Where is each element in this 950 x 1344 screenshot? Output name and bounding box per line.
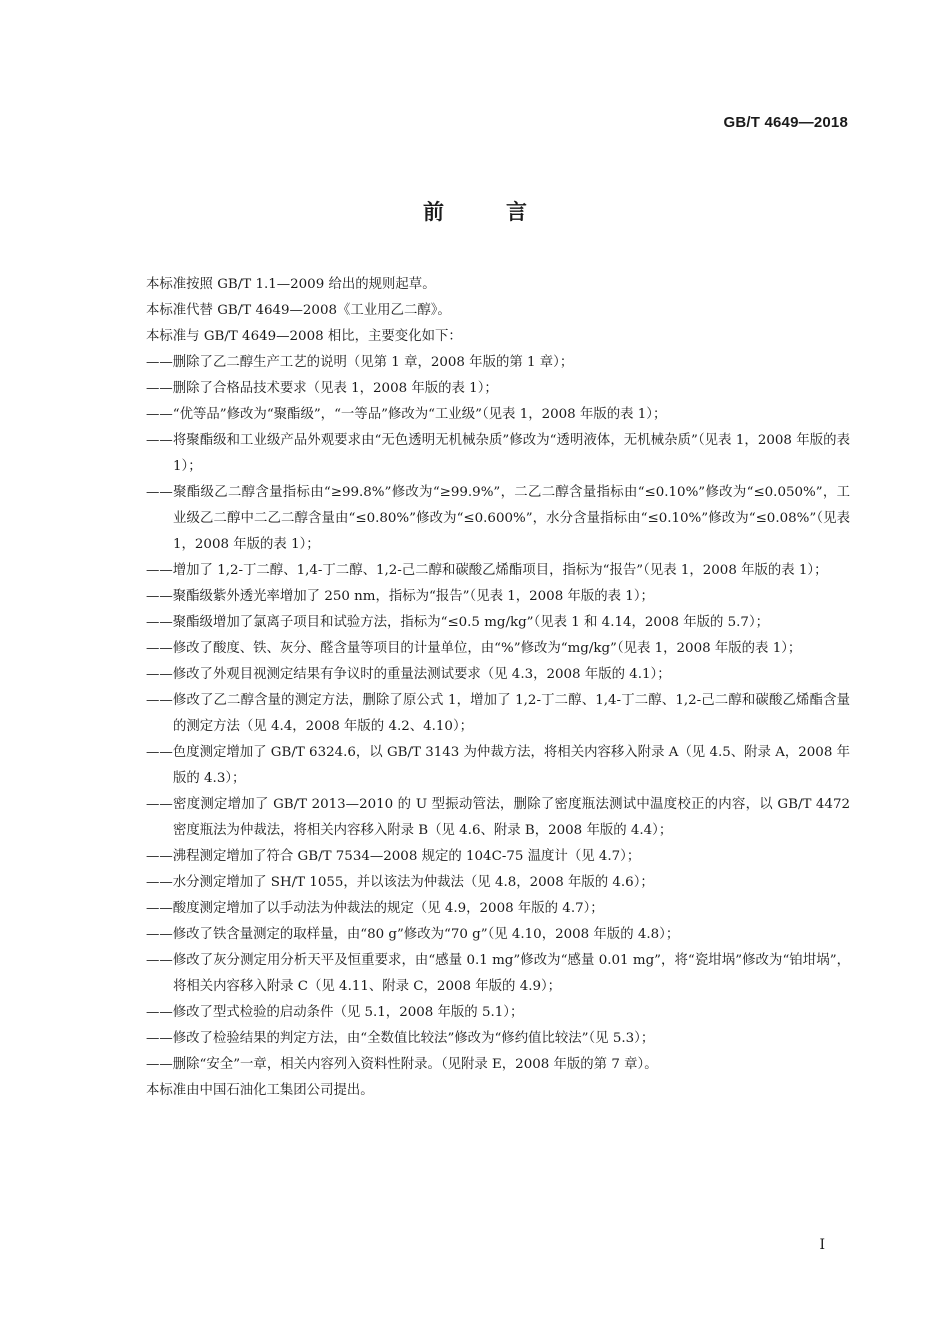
change-item: ——修改了灰分测定用分析天平及恒重要求，由“感量 0.1 mg”修改为“感量 0.01 mg”，将“瓷坩埚”修改为“铂坩埚”，将相关内容移入附录 C（见 4.11、附录 C，2008 年版的 4.9）；: [146, 953, 850, 994]
change-item: ——酸度测定增加了以手动法为仲裁法的规定（见 4.9，2008 年版的 4.7）；: [146, 901, 604, 916]
standard-code: GB/T 4649—2018: [723, 114, 848, 131]
change-item: ——修改了酸度、铁、灰分、醛含量等项目的计量单位，由“%”修改为“mg/kg”（见表 1，2008 年版的表 1）；: [146, 641, 802, 656]
change-item: ——修改了铁含量测定的取样量，由“80 g”修改为“70 g”（见 4.10，2008 年版的 4.8）；: [146, 927, 680, 942]
change-item: ——聚酯级乙二醇含量指标由“≥99.8%”修改为“≥99.9%”，二乙二醇含量指标由“≤0.10%”修改为“≤0.050%”，工业级乙二醇中二乙二醇含量由“≤0.80%”修改为“≤0.600%”，水分含量指标由“≤0.10%”修改为“≤0.08%”（见表 1，2008 年版的表 1）；: [146, 485, 850, 552]
change-item: ——水分测定增加了 SH/T 1055，并以该法为仲裁法（见 4.8，2008 年版的 4.6）；: [146, 875, 654, 890]
change-item: ——修改了型式检验的启动条件（见 5.1，2008 年版的 5.1）；: [146, 1005, 524, 1020]
change-item: ——密度测定增加了 GB/T 2013—2010 的 U 型振动管法，删除了密度瓶法测试中温度校正的内容，以 GB/T 4472 密度瓶法为仲裁法，将相关内容移入附录 B（见 4.6、附录 B，2008 年版的 4.4）；: [146, 797, 850, 838]
change-item: ——删除“安全”一章，相关内容列入资料性附录。（见附录 E，2008 年版的第 7 章）。: [146, 1057, 658, 1072]
change-item: ——删除了合格品技术要求（见表 1，2008 年版的表 1）；: [146, 381, 498, 396]
change-item: ——修改了检验结果的判定方法，由“全数值比较法”修改为“修约值比较法”（见 5.3）；: [146, 1031, 655, 1046]
change-item: ——“优等品”修改为“聚酯级”，“一等品”修改为“工业级”（见表 1，2008 年版的表 1）；: [146, 407, 667, 422]
intro-line: 本标准与 GB/T 4649—2008 相比，主要变化如下：: [146, 329, 462, 344]
intro-line: 本标准代替 GB/T 4649—2008《工业用乙二醇》。: [146, 303, 451, 318]
page-title: 前言: [423, 200, 589, 224]
intro-line: 本标准按照 GB/T 1.1—2009 给出的规则起草。: [146, 277, 436, 292]
page-number: I: [819, 1237, 825, 1253]
change-item: ——将聚酯级和工业级产品外观要求由“无色透明无机械杂质”修改为“透明液体，无机械杂质”（见表 1，2008 年版的表 1）；: [146, 433, 850, 474]
change-item: ——聚酯级增加了氯离子项目和试验方法，指标为“≤0.5 mg/kg”（见表 1 和 4.14，2008 年版的 5.7）；: [146, 615, 770, 630]
closing-line: 本标准由中国石油化工集团公司提出。: [146, 1083, 374, 1098]
change-item: ——修改了外观目视测定结果有争议时的重量法测试要求（见 4.3，2008 年版的 4.1）；: [146, 667, 671, 682]
change-item: ——删除了乙二醇生产工艺的说明（见第 1 章，2008 年版的第 1 章）；: [146, 355, 574, 370]
change-item: ——色度测定增加了 GB/T 6324.6，以 GB/T 3143 为仲裁方法，将相关内容移入附录 A（见 4.5、附录 A，2008 年版的 4.3）；: [146, 745, 850, 786]
change-item: ——聚酯级紫外透光率增加了 250 nm，指标为“报告”（见表 1，2008 年版的表 1）；: [146, 589, 654, 604]
change-item: ——沸程测定增加了符合 GB/T 7534—2008 规定的 104C-75 温度计（见 4.7）；: [146, 849, 641, 864]
change-item: ——修改了乙二醇含量的测定方法，删除了原公式 1，增加了 1,2-丁二醇、1,4-丁二醇、1,2-己二醇和碳酸乙烯酯含量的测定方法（见 4.4，2008 年版的 4.2、4.10）；: [146, 693, 850, 734]
change-item: ——增加了 1,2-丁二醇、1,4-丁二醇、1,2-己二醇和碳酸乙烯酯项目，指标为“报告”（见表 1，2008 年版的表 1）；: [146, 563, 828, 578]
foreword-body: [146, 272, 850, 1104]
